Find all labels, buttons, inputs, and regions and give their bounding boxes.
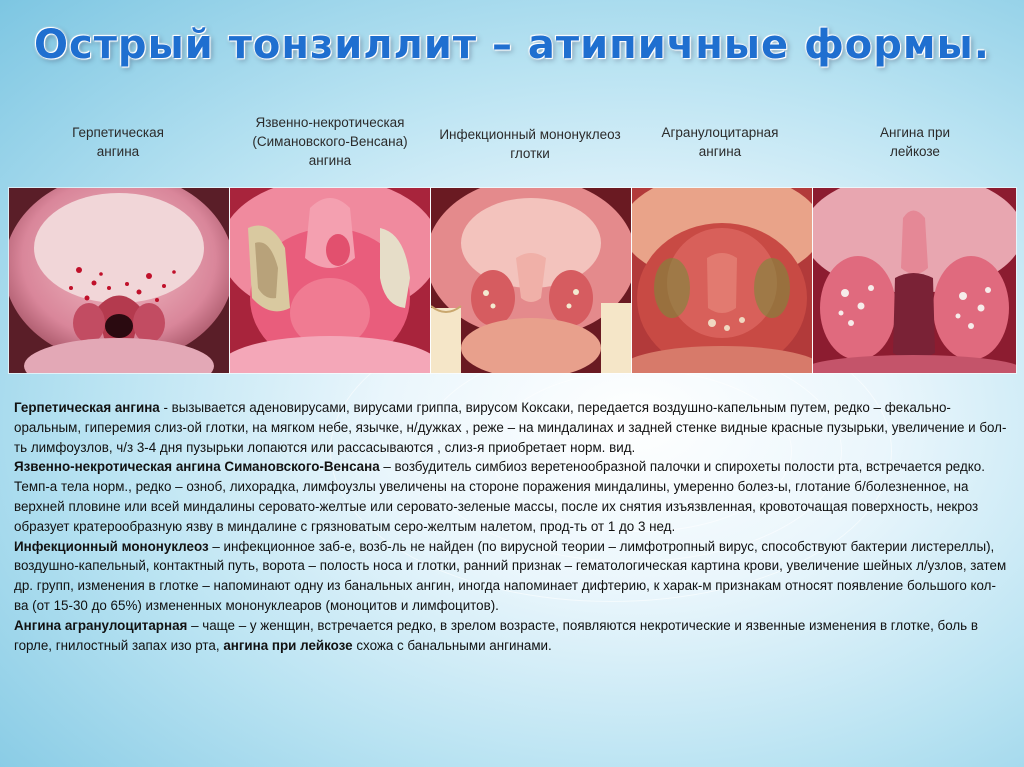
throat-herpetic-photo xyxy=(9,188,229,373)
caption-ulcerative xyxy=(225,113,435,170)
paragraph-text: – возбудитель симбиоз веретенообразной палочки и спирохеты полости рта, встречается редко. Темп-а тела норм., редко – озноб, лихорадка, лимфоузлы увеличены на стороне поражения миндалины, умеренно болез-ы, глотание б/болезненное, на верхней пловине или всей миндалины серовато-желтые или серовато-зеленые массы, после их снятия изъязвленная, кровоточащая поверхность, некроз образует кратерообразную язву в миндалине с грязноватым серо-желтым налетом, прод-ть от 1 до 3 нед. xyxy=(14,459,985,534)
throat-mononucleosis-photo xyxy=(431,188,631,373)
term-bold: Язвенно-некротическая ангина Симановского-Венсана xyxy=(14,459,380,475)
caption-mononucleosis xyxy=(420,125,640,163)
term-bold: Инфекционный мононуклеоз xyxy=(14,538,209,554)
caption-line: Герпетическая xyxy=(72,125,164,140)
paragraph-text: схожа с банальными ангинами. xyxy=(352,637,552,653)
caption-line: ангина xyxy=(698,144,742,159)
caption-line: Ангина при xyxy=(880,125,950,140)
throat-leukemia-photo xyxy=(813,188,1016,373)
caption-line: Агранулоцитарная xyxy=(661,125,779,140)
paragraph-mononucleosis xyxy=(14,537,1009,616)
term-bold: ангина при лейкозе xyxy=(223,637,353,653)
slide-title: Острый тонзиллит – атипичные формы. xyxy=(34,22,990,68)
throat-ulcerative-necrotic-photo xyxy=(230,188,430,373)
paragraph-text: – чаще – у женщин, встречается редко, в зрелом возрасте, появляются некротические и язвенные изменения в глотке, боль в горле, гнилостный запах изо рта, xyxy=(14,617,978,653)
caption-agranulocytic xyxy=(635,123,805,161)
caption-herpetic xyxy=(28,123,208,161)
term-bold: Герпетическая ангина xyxy=(14,400,160,415)
paragraph-agranulocytic xyxy=(14,616,1009,656)
caption-line: глотки xyxy=(510,146,550,161)
caption-leukemia xyxy=(830,123,1000,161)
paragraph-text: - вызывается аденовирусами, вирусами гриппа, вирусом Коксаки, передается воздушно-капельным путем, редко – фекально-оральным, гиперемия слиз-ой глотки, на мягком небе, язычке, н/дужках , реже – на миндалинах и задней стенке видные красные пузырьки, увеличение и бол-ть лимфоузлов, ч/з 3-4 дня пузырьки лопаются или рассасываются , слиз-я приобретает норм. вид. xyxy=(14,400,1007,455)
caption-line: (Симановского-Венсана) xyxy=(252,134,408,149)
caption-line: лейкозе xyxy=(890,144,940,159)
caption-line: ангина xyxy=(308,153,352,168)
caption-line: Язвенно-некротическая xyxy=(255,115,405,130)
description-text xyxy=(14,398,1009,655)
caption-line: ангина xyxy=(96,144,140,159)
paragraph-text: – инфекционное заб-е, возб-ль не найден (по вирусной теории – лимфотропный вирус, способствуют бактерии листереллы), воздушно-капельный, контактный путь, ворота – полость носа и глотки, ранний признак – гематологическая картина крови, увеличение шейных л/узлов, затем др. групп, изменения в глотке – напоминают одну из банальных ангин, иногда напоминает дифтерию, к харак-м признакам относят появление большого кол-ва (от 15-30 до 65%) измененных мононуклеаров (моноцитов и лимфоцитов). xyxy=(14,538,1007,613)
throat-agranulocytic-photo xyxy=(632,188,812,373)
paragraph-ulcerative xyxy=(14,457,1009,536)
caption-line: Инфекционный мононуклеоз xyxy=(439,127,621,142)
paragraph-herpetic xyxy=(14,398,1009,457)
term-bold: Ангина агранулоцитарная xyxy=(14,617,188,633)
